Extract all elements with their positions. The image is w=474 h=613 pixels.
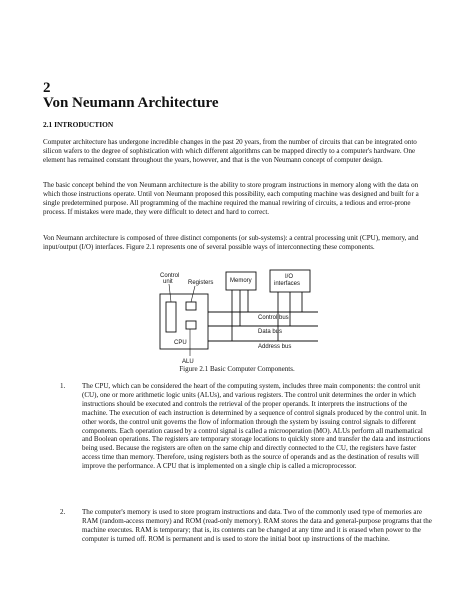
label-cpu: CPU	[174, 340, 187, 346]
label-address-bus: Address bus	[258, 344, 292, 350]
paragraph-components: Von Neumann architecture is composed of three distinct components (or sub-systems): a central processing unit (CPU), memory, and input/output (I/O) interfaces. Figure 2.1 represents one of several possible ways of interconnecting these components.	[43, 234, 419, 251]
paragraph-concept: The basic concept behind the von Neumann architecture is the ability to store program instructions in memory along with the data on which those instructions operate. Until von Neumann proposed this possibility, each computing machine was designed and built for a single predetermined purpose. All programming of the machine required the manual rewiring of circuits, a tedious and error-prone process. If mistakes were made, they were difficult to detect and hard to correct.	[43, 181, 419, 216]
label-registers: Registers	[188, 280, 214, 286]
list-item-cpu: The CPU, which can be considered the heart of the computing system, includes three main components: the control unit (CU), one or more arithmetic logic units (ALUs), and various registers. The control unit determines the order in which instructions should be executed and controls the retrieval of the proper operands. It interprets the instructions of the machine. The execution of each instruction is determined by a sequence of control signals produced by the control unit. In other words, the control unit governs the flow of information through the system by issuing control signals to different components. Each operation caused by a control signal is called a microoperation (MO). ALUs perform all mathematical and Boolean operations. The registers are temporary storage locations to quickly store and transfer the data and instructions being used. Because the registers are often on the same chip and directly connected to the CU, the registers have faster access time than memory. Therefore, using registers both as the source of operands and as the destination of results will improve the performance. A CPU that is implemented on a single chip is called a microprocessor.	[82, 382, 431, 471]
register-box-1	[186, 302, 196, 310]
chapter-number: 2	[43, 80, 51, 96]
label-control: Control	[160, 273, 180, 279]
list-number-2: 2.	[60, 508, 66, 516]
section-heading: 2.1 INTRODUCTION	[43, 120, 114, 129]
control-unit-box	[166, 302, 176, 332]
list-item-memory: The computer's memory is used to store program instructions and data. Two of the commonly used type of memories are RAM (random-access memory) and ROM (read-only memory). RAM stores the data and general-purpose programs that the machine executes. RAM is temporary; that is, its contents can be changed at any time and it is erased when power to the computer is turned off. ROM is permanent and is used to store the initial boot up instructions of the machine.	[82, 508, 432, 543]
label-memory: Memory	[230, 278, 252, 284]
label-data-bus: Data bus	[258, 329, 283, 335]
label-unit: unit	[163, 279, 173, 285]
paragraph-intro: Computer architecture has undergone incredible changes in the past 20 years, from the number of circuits that can be integrated onto silicon wafers to the degree of sophistication with which different algorithms can be mapped directly to a computer's hardware. One element has remained constant throughout the years, however, and that is the von Neumann concept of computer design.	[43, 138, 417, 164]
label-io: I/O	[285, 274, 294, 280]
label-alu: ALU	[182, 359, 194, 365]
figure-caption: Figure 2.1 Basic Computer Components.	[179, 365, 295, 373]
register-box-2	[186, 321, 196, 329]
label-interfaces: interfaces	[274, 281, 301, 287]
figure-basic-computer-components	[150, 266, 330, 366]
label-control-bus: Control bus	[258, 315, 289, 321]
architecture-diagram	[150, 266, 330, 366]
chapter-title: Von Neumann Architecture	[43, 95, 219, 111]
list-number-1: 1.	[60, 382, 66, 390]
